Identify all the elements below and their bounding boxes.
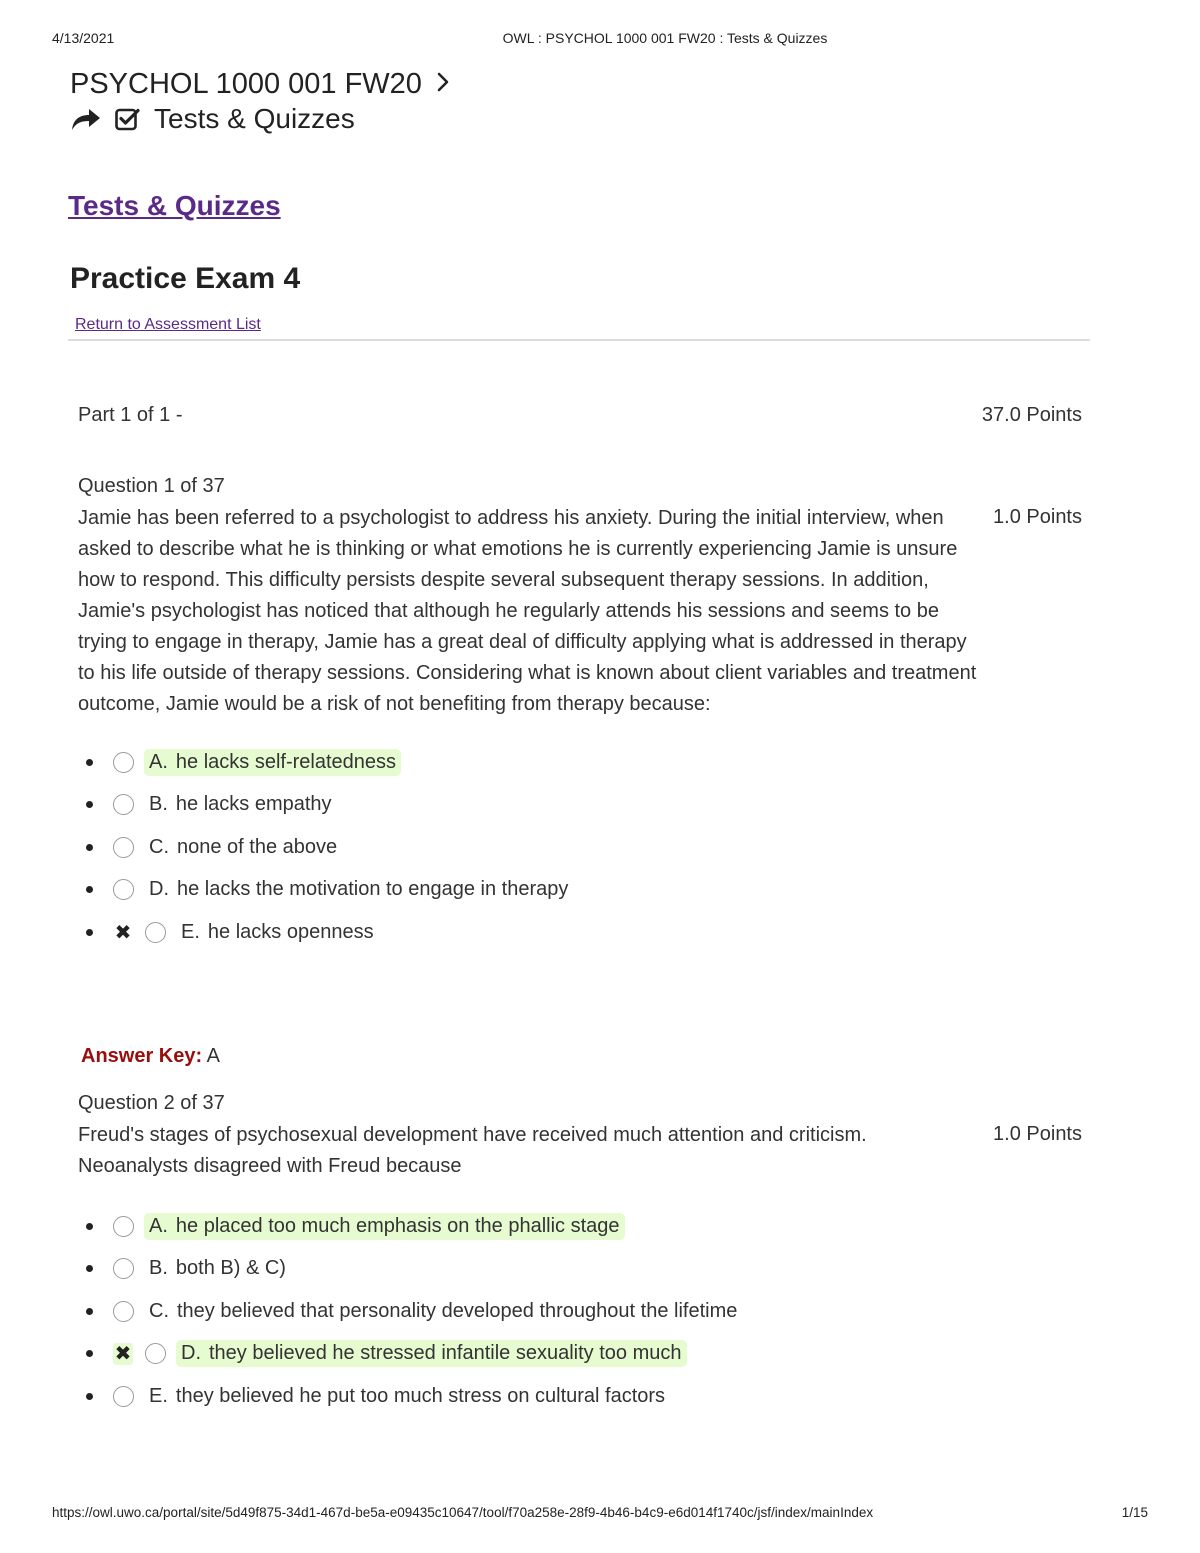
chevron-right-icon[interactable] — [436, 68, 450, 101]
answer-radio[interactable] — [113, 752, 134, 773]
list-bullet — [86, 1265, 93, 1272]
question-2-text: Freud's stages of psychosexual development have received much attention and criticism. Neoanalysts disagreed with Freud because — [78, 1124, 867, 1177]
answer-radio[interactable] — [113, 1386, 134, 1407]
print-title: OWL : PSYCHOL 1000 001 FW20 : Tests & Quizzes — [502, 30, 828, 46]
answer-key-label: Answer Key: — [81, 1045, 203, 1067]
answer-option — [82, 784, 573, 827]
answer-label: E. he lacks openness — [181, 920, 374, 943]
tool-title-row — [70, 102, 570, 136]
answer-label-correct: A. he placed too much emphasis on the phallic stage — [144, 1213, 625, 1240]
answer-radio[interactable] — [145, 1343, 166, 1364]
list-bullet — [86, 1393, 93, 1400]
list-bullet — [86, 929, 93, 936]
question-1-points: 1.0 Points — [993, 506, 1082, 528]
answer-option — [82, 1248, 742, 1291]
question-2-label: Question 2 of 37 — [78, 1092, 225, 1114]
answer-label: E. they believed he put too much stress on cultural factors — [149, 1384, 666, 1407]
question-1-answers — [82, 741, 573, 954]
answer-radio[interactable] — [113, 837, 134, 858]
answer-label: C. they believed that personality developed throughout the lifetime — [149, 1299, 738, 1322]
answer-radio[interactable] — [113, 794, 134, 815]
answer-radio[interactable] — [113, 1258, 134, 1279]
answer-label-selected: D. they believed he stressed infantile sexuality too much — [176, 1340, 687, 1367]
list-bullet — [86, 886, 93, 893]
answer-label-correct: A. he lacks self-relatedness — [144, 749, 401, 776]
return-to-assessment-list-link[interactable]: Return to Assessment List — [75, 316, 261, 333]
answer-label: B. both B) & C) — [149, 1257, 286, 1280]
print-date: 4/13/2021 — [52, 30, 115, 46]
question-1-text: Jamie has been referred to a psychologist to address his anxiety. During the initial interview, when asked to describe what he is thinking or what emotions he is currently experiencing Jamie is unsure how to respond. This difficulty persists despite several subsequent therapy sessions. In addition, Jamie's psychologist has noticed that although he regularly attends his sessions and seems to be trying to engage in therapy, Jamie has a great deal of difficulty applying what is addressed in therapy to his life outside of therapy sessions. Considering what is known about client variables and treatment outcome, Jamie would be a risk of not benefiting from therapy because: — [78, 507, 977, 715]
x-mark-icon: ✖ — [114, 921, 132, 944]
answer-label: C. none of the above — [149, 835, 338, 858]
exam-title: Practice Exam 4 — [70, 262, 301, 295]
question-1-label: Question 1 of 37 — [78, 475, 225, 497]
check-square-icon — [114, 106, 142, 132]
answer-option — [82, 826, 573, 869]
question-2-answers — [82, 1205, 742, 1418]
answer-radio[interactable] — [113, 1216, 134, 1237]
print-footer — [0, 1505, 1200, 1525]
answer-option — [82, 1290, 742, 1333]
site-title-row — [70, 66, 570, 102]
x-mark-icon: ✖ — [114, 1343, 132, 1366]
question-2-points: 1.0 Points — [993, 1123, 1082, 1145]
answer-radio[interactable] — [113, 879, 134, 900]
answer-radio[interactable] — [145, 922, 166, 943]
share-arrow-icon[interactable] — [70, 106, 102, 132]
answer-option — [82, 1333, 742, 1376]
list-bullet — [86, 801, 93, 808]
print-header — [0, 30, 1200, 50]
print-page-number: 1/15 — [1121, 1505, 1148, 1520]
list-bullet — [86, 1223, 93, 1230]
tool-title: Tests & Quizzes — [154, 103, 355, 134]
answer-option — [82, 869, 573, 912]
answer-key-value: A — [206, 1045, 220, 1067]
part-header — [78, 404, 1082, 427]
answer-option — [82, 1205, 742, 1248]
site-title[interactable]: PSYCHOL 1000 001 FW20 — [70, 67, 422, 100]
answer-label: D. he lacks the motivation to engage in therapy — [149, 878, 569, 901]
tests-quizzes-link[interactable]: Tests & Quizzes — [68, 190, 281, 221]
list-bullet — [86, 844, 93, 851]
answer-key — [81, 1045, 220, 1068]
answer-option — [82, 911, 573, 954]
answer-label: B. he lacks empathy — [149, 793, 332, 816]
list-bullet — [86, 1350, 93, 1357]
answer-option — [82, 741, 573, 784]
part-label: Part 1 of 1 - — [78, 404, 183, 426]
site-breadcrumb — [70, 66, 570, 136]
answer-radio[interactable] — [113, 1301, 134, 1322]
part-points: 37.0 Points — [981, 404, 1082, 426]
divider — [68, 339, 1090, 341]
print-url: https://owl.uwo.ca/portal/site/5d49f875-34d1-467d-be5a-e09435c10647/tool/f70a258e-28f9-4b46-b4c9-e6d014f1740c/jsf/index/mainIndex — [52, 1505, 874, 1520]
list-bullet — [86, 1308, 93, 1315]
answer-option — [82, 1375, 742, 1418]
list-bullet — [86, 759, 93, 766]
